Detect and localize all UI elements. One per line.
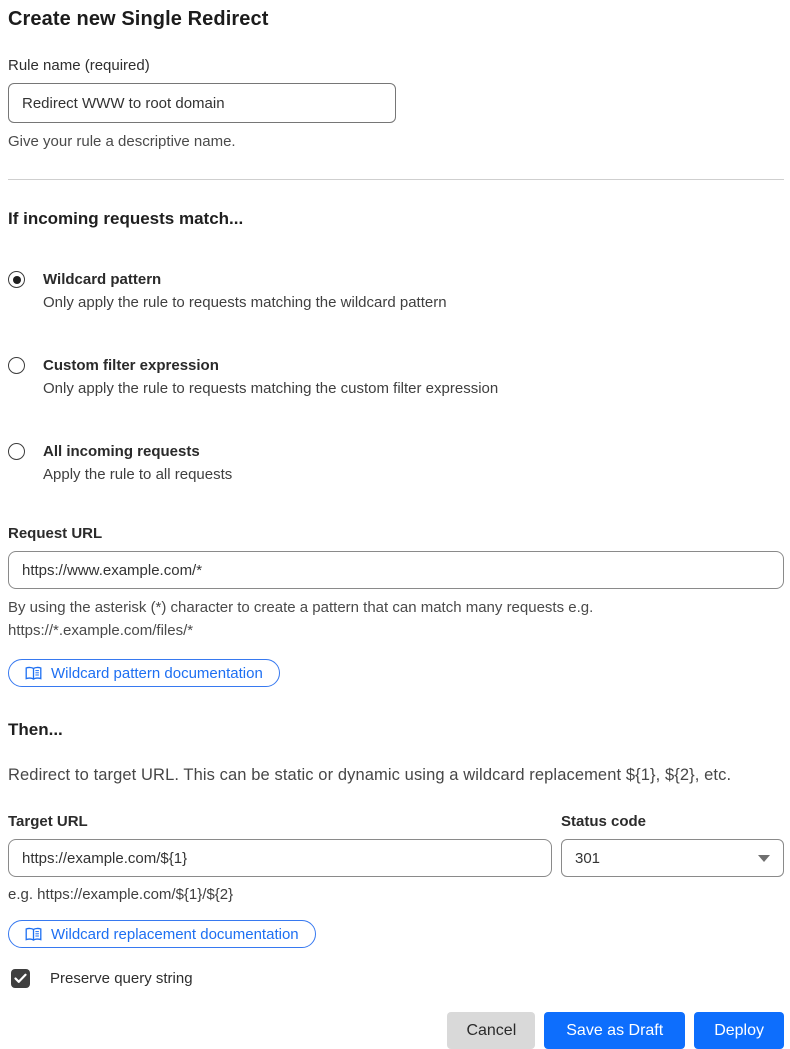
- radio-option-custom-filter[interactable]: [8, 355, 784, 400]
- wildcard-pattern-docs-label: Wildcard pattern documentation: [51, 664, 263, 682]
- chevron-down-icon: [758, 855, 770, 862]
- wildcard-replacement-docs-button[interactable]: [8, 920, 316, 948]
- deploy-button[interactable]: Deploy: [694, 1012, 784, 1049]
- cancel-button[interactable]: Cancel: [447, 1012, 535, 1049]
- status-code-value: 301: [575, 849, 601, 867]
- target-url-input[interactable]: [8, 839, 552, 877]
- request-url-input[interactable]: [8, 551, 784, 589]
- section-divider: [8, 179, 784, 180]
- request-url-help: [8, 596, 784, 642]
- checkbox-checked-icon[interactable]: [11, 969, 30, 988]
- rule-name-input[interactable]: [8, 83, 396, 123]
- page-title: Create new Single Redirect: [8, 8, 269, 30]
- target-url-help: e.g. https://example.com/${1}/${2}: [8, 886, 234, 903]
- radio-option-wildcard-pattern[interactable]: [8, 269, 784, 314]
- radio-label[interactable]: Custom filter expression: [43, 357, 219, 374]
- radio-option-all-requests[interactable]: [8, 441, 784, 486]
- wildcard-pattern-docs-button[interactable]: [8, 659, 280, 687]
- preserve-query-string-label[interactable]: Preserve query string: [50, 970, 193, 987]
- then-section-description: Redirect to target URL. This can be static or dynamic using a wildcard replacement ${1}, ${2}, etc.: [8, 766, 732, 784]
- radio-description: Apply the rule to all requests: [43, 466, 233, 483]
- open-book-icon: [25, 666, 42, 681]
- request-url-help-line2: https://*.example.com/files/*: [8, 622, 194, 639]
- request-url-label: Request URL: [8, 525, 103, 542]
- match-type-radio-group: [8, 269, 784, 486]
- radio-label[interactable]: All incoming requests: [43, 443, 200, 460]
- request-url-help-line1: By using the asterisk (*) character to create a pattern that can match many requests e.g.: [8, 599, 594, 616]
- status-code-select[interactable]: [561, 839, 784, 877]
- rule-name-help: Give your rule a descriptive name.: [8, 133, 236, 150]
- radio-button-icon[interactable]: [8, 357, 25, 374]
- radio-button-icon[interactable]: [8, 271, 25, 288]
- then-section-heading: Then...: [8, 720, 63, 739]
- target-url-label: Target URL: [8, 813, 88, 830]
- match-section-heading: If incoming requests match...: [8, 209, 244, 228]
- rule-name-label: Rule name (required): [8, 57, 150, 74]
- status-code-label: Status code: [561, 813, 647, 830]
- radio-description: Only apply the rule to requests matching the custom filter expression: [43, 380, 499, 397]
- wildcard-replacement-docs-label: Wildcard replacement documentation: [51, 925, 299, 943]
- radio-description: Only apply the rule to requests matching the wildcard pattern: [43, 294, 447, 311]
- save-as-draft-button[interactable]: Save as Draft: [544, 1012, 685, 1049]
- radio-label[interactable]: Wildcard pattern: [43, 271, 162, 288]
- open-book-icon: [25, 927, 42, 942]
- preserve-query-string-row[interactable]: [8, 969, 784, 988]
- radio-button-icon[interactable]: [8, 443, 25, 460]
